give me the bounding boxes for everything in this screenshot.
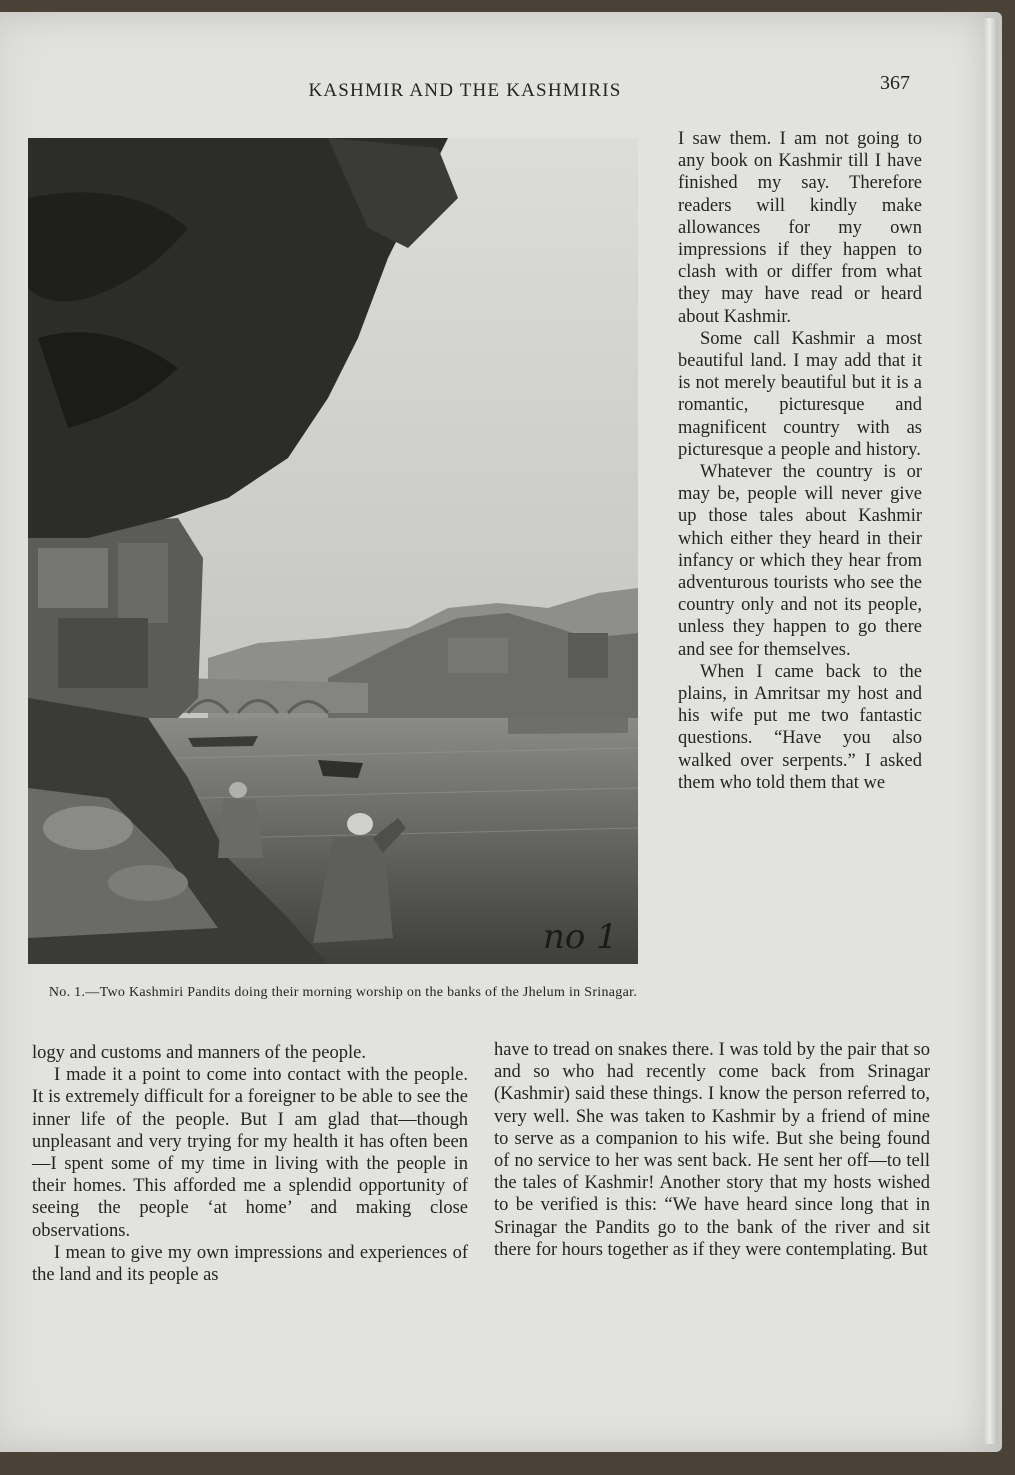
right-column-bottom: [494, 1039, 930, 1261]
paragraph: Whatever the country is or may be, people will never give up those tales about Kashmir which either they heard in their infancy or which they hear from adventurous tourists who see the country only and not its people, unless they happen to go there and see for themselves.: [678, 462, 922, 660]
left-column: [32, 1042, 468, 1286]
boat: [318, 760, 363, 778]
running-title: KASHMIR AND THE KASHMIRIS: [308, 80, 622, 101]
paragraph: I saw them. I am not going to any book on Kashmir till I have finished my say. Therefore readers will kindly make allowances for my own impressions if they happen to clash with or differ from what they may have read or heard about Kashmir.: [678, 129, 922, 327]
paragraph: I mean to give my own impressions and experiences of the land and its people as: [32, 1242, 468, 1286]
handwritten-label: no 1: [543, 917, 618, 957]
page-number: 367: [880, 72, 910, 94]
paragraph: Some call Kashmir a most beautiful land. I may add that it is not merely beautiful but it is a romantic, picturesque and magnificent country with as picturesque a people and history.: [678, 328, 922, 460]
right-column-top: [678, 128, 922, 794]
paragraph: When I came back to the plains, in Amritsar my host and his wife put me two fantastic questions. “Have you also walked over serpents.” I asked them who told them that we: [678, 661, 922, 793]
figure-caption: No. 1.—Two Kashmiri Pandits doing their morning worship on the banks of the Jhelum in Srinagar.: [48, 985, 638, 1000]
paragraph: I made it a point to come into contact with the people. It is extremely difficult for a foreigner to be able to see the inner life of the people. But I am glad that—though unpleasant and very trying for my health it has often been—I spent some of my time in living with the people in their homes. This afforded me a splendid opportunity of seeing the people ‘at home’ and making close observations.: [32, 1065, 468, 1241]
paragraph: have to tread on snakes there. I was told by the pair that so and so who had recently come back from Srinagar (Kashmir) said these things. I know the person referred to, very well. She was taken to Kashmir by a friend of mine to serve as a companion to his wife. But she being found of no service to her was sent back. He sent her off—to tell the tales of Kashmir! Another story that my hosts wished to be verified is this: “We have heard since long that in Srinagar the Pandits go to the bank of the river and sit there for hours together as if they were contemplating. But: [494, 1040, 930, 1260]
page-edge: [984, 18, 998, 1444]
paragraph: logy and customs and manners of the people.: [32, 1043, 366, 1063]
river-photograph: [28, 138, 638, 964]
